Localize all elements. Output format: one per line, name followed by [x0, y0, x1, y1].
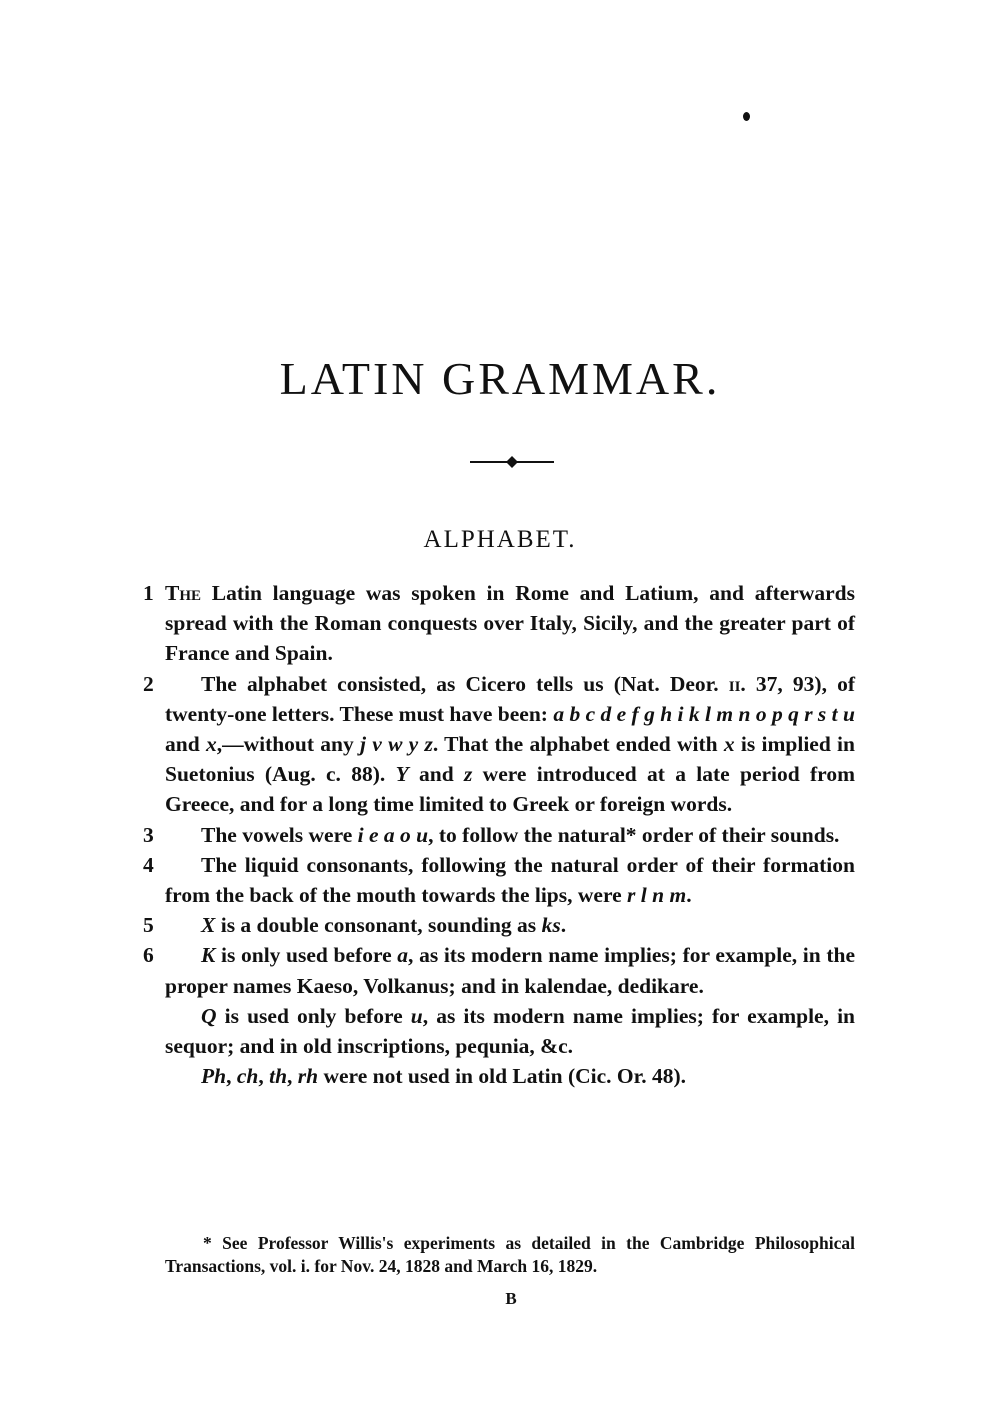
letter-q: Q [201, 1003, 217, 1028]
paragraph-q [143, 1001, 855, 1061]
paragraph-number: 2 [143, 671, 154, 696]
paragraph-text: The alphabet consisted, as Cicero tells us (Nat. Deor. [201, 671, 729, 696]
separator: , [226, 1064, 237, 1089]
paragraph-aspirates [143, 1061, 855, 1091]
letter-y: Y [395, 762, 409, 787]
lead-word: The [165, 581, 202, 605]
vowel-u: u [410, 1003, 423, 1028]
digraph-ch: ch [236, 1064, 259, 1089]
footnote: * See Professor Willis's experiments as detailed in the Cambridge Philosophical Transactions, vol. i. for Nov. 24, 1828 and March 16, 1829. [165, 1233, 855, 1276]
paragraph-text: , as its modern name implies; for example, in the proper names Kaeso, Volkanus; and in kalendae, dedikare. [165, 943, 856, 998]
paragraph-text: . 37, 93), of twenty-one letters. These must have been: [165, 671, 856, 726]
page-title: LATIN GRAMMAR. [279, 353, 721, 404]
paragraph-text: The liquid consonants, following the natural order of their formation from the back of the mouth towards the lips, were [165, 852, 855, 908]
letter-z: z [463, 762, 473, 787]
paragraph-text: . That the alphabet ended with [432, 732, 724, 757]
excluded-letters: j v w y z [360, 732, 433, 757]
paragraph-text: is only used before [215, 943, 398, 968]
digraph-rh: rh [297, 1064, 319, 1089]
paragraph-text: is a double consonant, sounding as [215, 913, 542, 938]
vowel-letters: i e a o u [357, 822, 429, 847]
paragraph-6 [143, 940, 855, 1000]
letter-x: x [723, 732, 735, 757]
paragraph-number: 4 [143, 852, 154, 877]
sound-ks: ks [541, 913, 561, 938]
signature-mark: B [505, 1289, 517, 1308]
divider-ornament [470, 454, 554, 470]
digraph-ph: Ph [201, 1064, 227, 1089]
paragraph-text: Latin language was spoken in Rome and Latium, and afterwards spread with the Roman conquests over Italy, Sicily, and the greater part of France and Spain. [165, 581, 855, 666]
separator: , [287, 1064, 298, 1089]
paragraph-text: and [408, 762, 464, 787]
letter-x: x [205, 732, 217, 757]
paragraph-number: 5 [143, 913, 154, 938]
paragraph-text: ,—without any [216, 732, 361, 757]
liquid-letters: r l n m [627, 883, 687, 908]
vowel-a: a [397, 943, 409, 968]
paragraph-text: is used only before [216, 1003, 411, 1028]
paragraph-5 [143, 910, 855, 940]
digraph-th: th [269, 1064, 288, 1089]
paragraph-text: The vowels were [201, 822, 358, 847]
paragraph-2 [143, 669, 855, 820]
body-text [143, 578, 855, 1091]
paragraph-text: , to follow the natural* order of their sounds. [428, 822, 840, 847]
paragraph-number: 1 [143, 581, 154, 605]
roman-numeral: ii [728, 671, 741, 696]
paragraph-text: and [165, 732, 206, 757]
paragraph-3 [143, 820, 855, 850]
alphabet-letters: a b c d e f g h i k l m n o p q r s t u [553, 701, 855, 726]
ink-speck [743, 112, 750, 121]
letter-x: X [201, 913, 216, 938]
paragraph-text: . [686, 883, 692, 908]
paragraph-text: , as its modern name implies; for example, in sequor; and in old inscriptions, pequnia, &c. [165, 1003, 855, 1059]
paragraph-text: is implied in Suetonius (Aug. c. 88). [165, 732, 855, 787]
separator: , [258, 1064, 270, 1089]
section-heading: ALPHABET. [423, 526, 577, 553]
paragraph-4 [143, 850, 855, 910]
paragraph-number: 3 [143, 822, 154, 847]
paragraph-text: were introduced at a late period from Greece, and for a long time limited to Greek or foreign words. [165, 762, 855, 817]
paragraph-text: were not used in old Latin (Cic. Or. 48). [318, 1064, 687, 1089]
paragraph-text: . [560, 913, 567, 938]
letter-k: K [201, 943, 216, 968]
paragraph-number: 6 [143, 943, 154, 968]
paragraph-1 [143, 578, 855, 669]
